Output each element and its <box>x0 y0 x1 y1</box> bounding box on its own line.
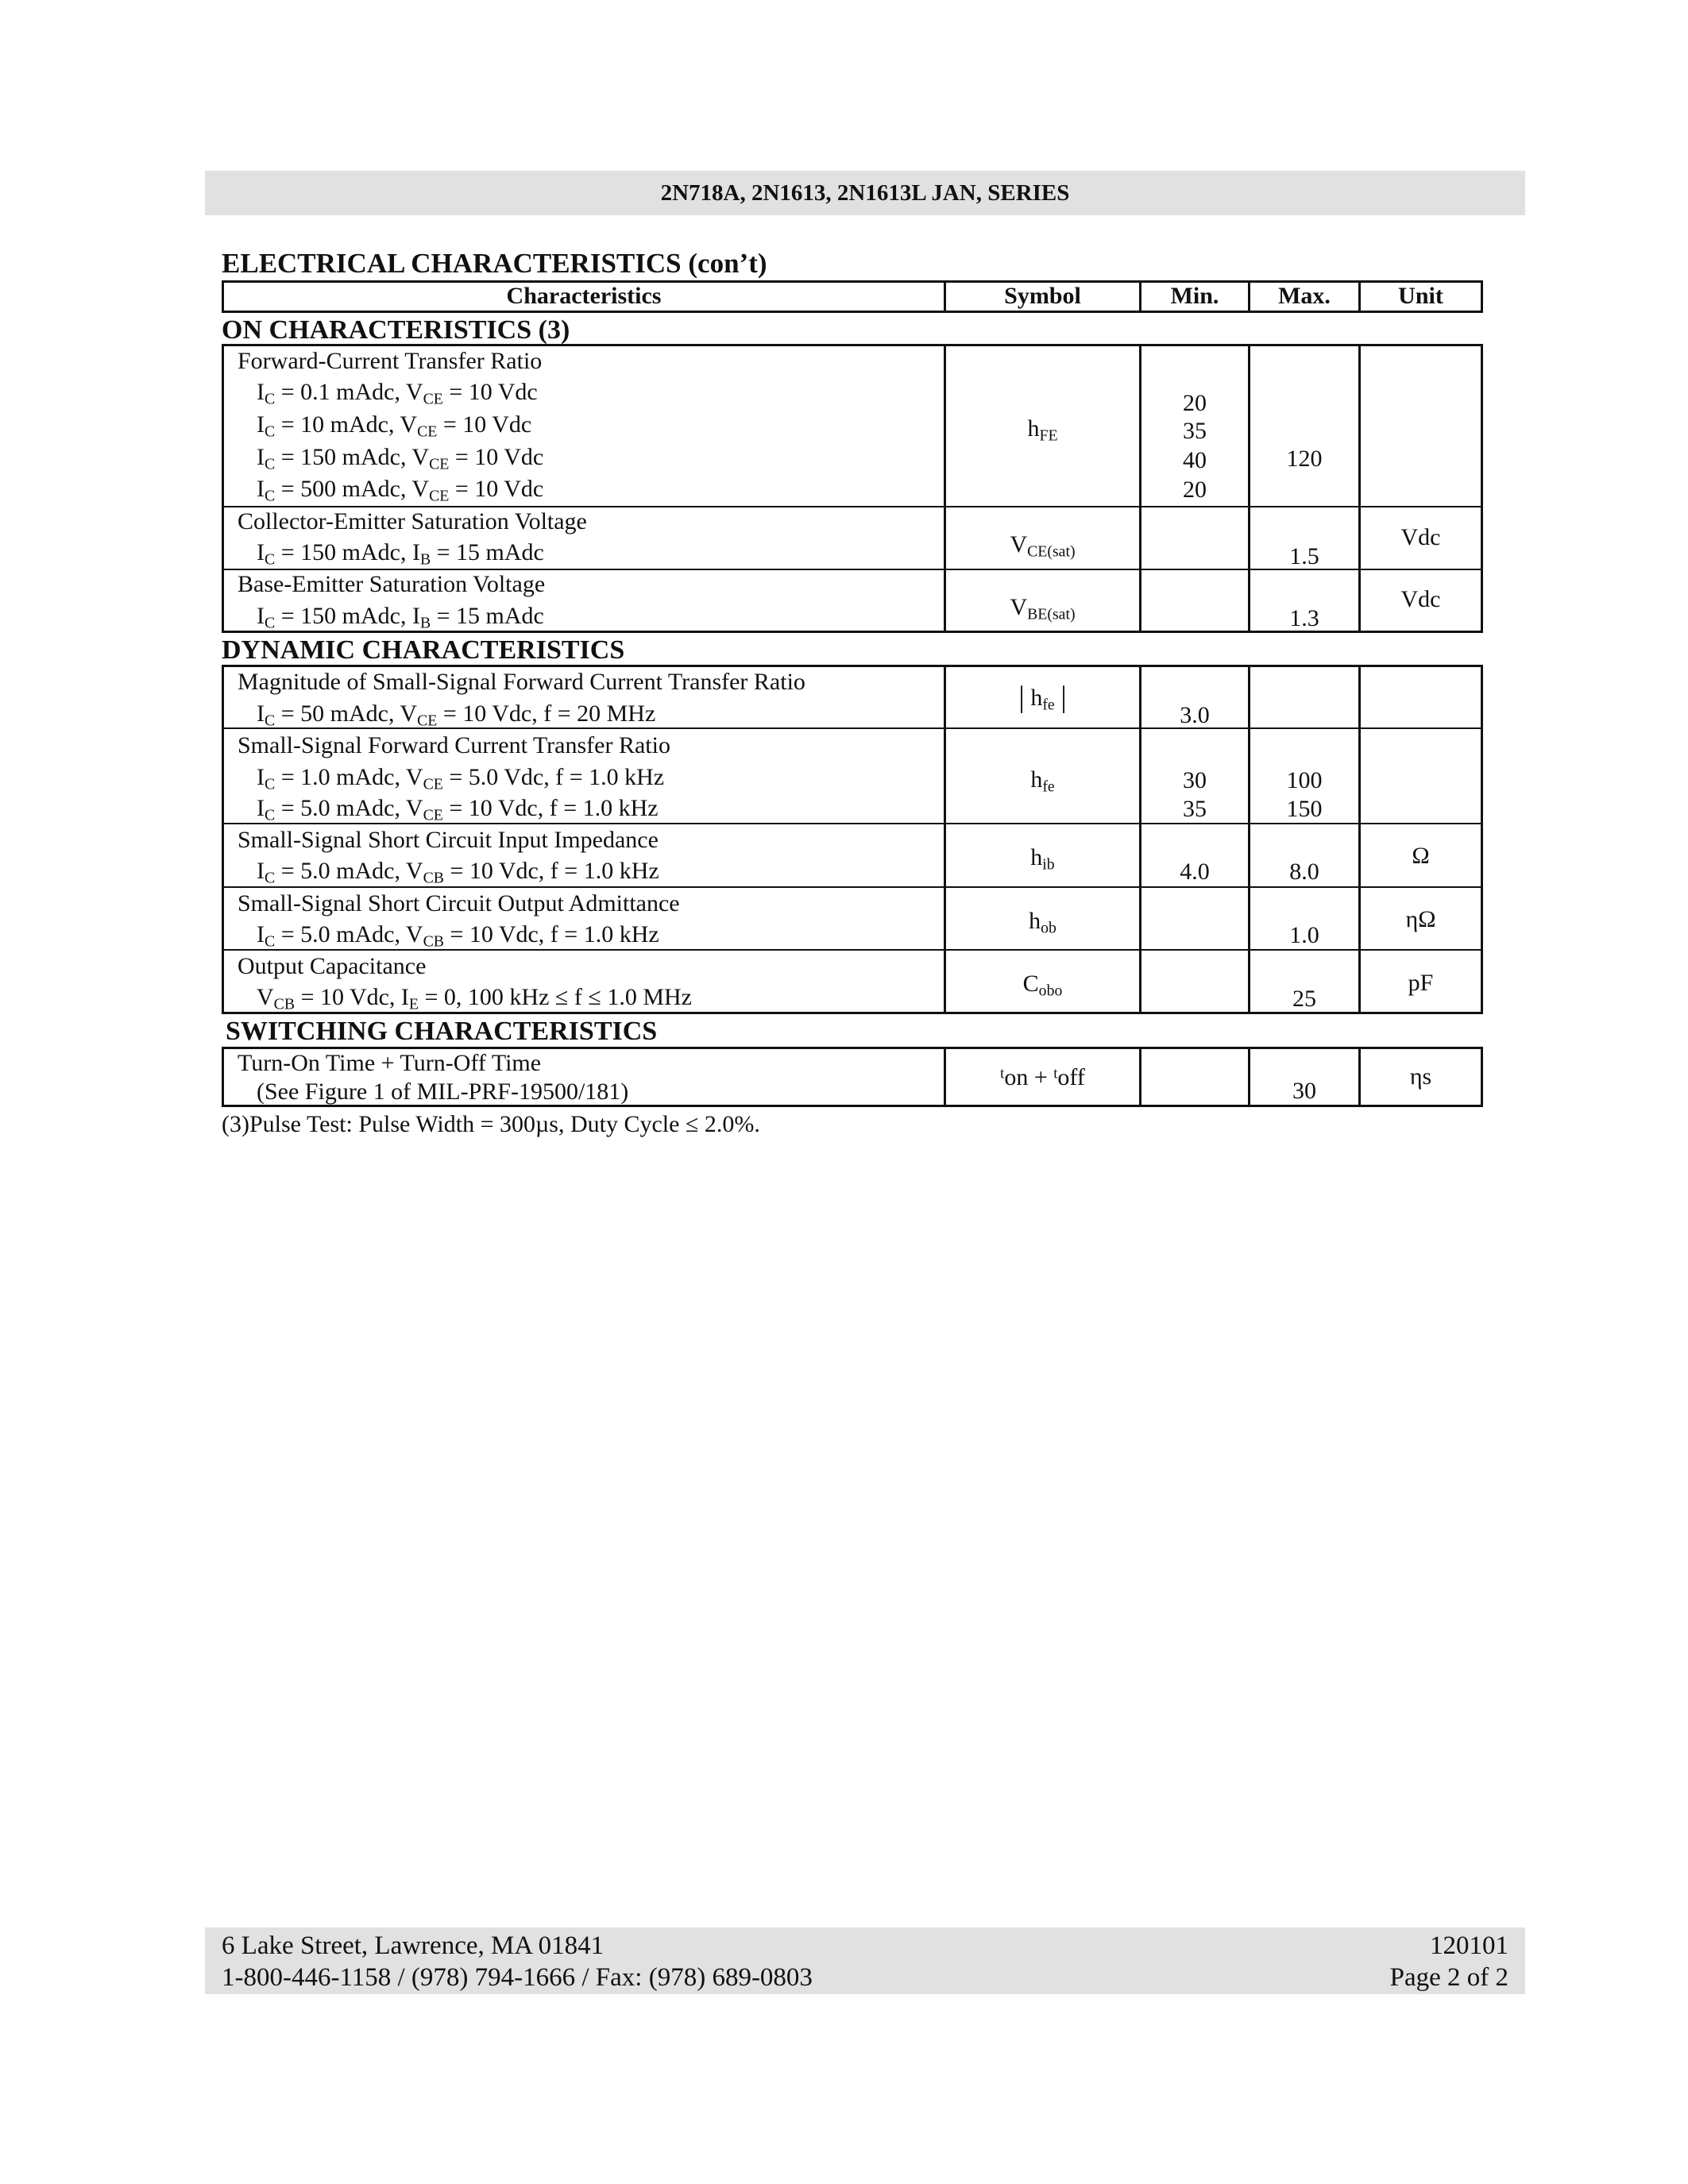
footer-phone: 1-800-446-1158 / (978) 794-1666 / Fax: (978) 689-0803 <box>222 1963 813 1992</box>
footer-page-number: Page 2 of 2 <box>1389 1963 1508 1992</box>
unit: ηΩ <box>1405 906 1436 932</box>
condition: $I_C = 10$ mAdc, $V_{CE} = 10$ Vdc <box>257 411 532 441</box>
char-title: Base-Emitter Saturation Voltage <box>238 571 546 597</box>
symbol: $h_{ob}$ <box>1029 908 1056 937</box>
char-title: Turn-On Time + Turn-Off Time <box>238 1050 542 1076</box>
unit: pF <box>1408 970 1434 996</box>
condition: $I_C = 150$ mAdc, $V_{CE} = 10$ Vdc <box>257 444 544 473</box>
unit: Vdc <box>1400 586 1441 612</box>
symbol: $h_{FE}$ <box>1027 415 1058 445</box>
symbol: $^t$on + $^t$off <box>1000 1064 1085 1090</box>
condition: $I_C = 1.0$ mAdc, $V_{CE} = 5.0$ Vdc, f = 1.0 kHz <box>257 764 665 793</box>
footer-address: 6 Lake Street, Lawrence, MA 01841 <box>222 1931 605 1960</box>
char-title: Small-Signal Short Circuit Input Impedance <box>238 827 659 853</box>
condition: $I_C = 5.0$ mAdc, $V_{CE} = 10$ Vdc, f = 1.0 kHz <box>257 795 659 824</box>
symbol: $C_{obo}$ <box>1022 970 1063 1000</box>
col-header-unit: Unit <box>1398 283 1443 309</box>
char-title: Magnitude of Small-Signal Forward Current Transfer Ratio <box>238 669 805 695</box>
symbol: $V_{BE(sat)}$ <box>1010 594 1076 623</box>
condition: $I_C = 5.0$ mAdc, $V_{CB} = 10$ Vdc, f = 1.0 kHz <box>257 858 659 887</box>
char-title: Collector-Emitter Saturation Voltage <box>238 508 587 534</box>
unit: ηs <box>1409 1063 1432 1090</box>
condition: $V_{CB} = 10$ Vdc, $I_E = 0$, 100 kHz ≤ f ≤ 1.0 MHz <box>257 984 692 1013</box>
col-header-symbol: Symbol <box>1004 283 1081 309</box>
section-title: ELECTRICAL CHARACTERISTICS (con’t) <box>222 248 767 279</box>
max-value: 1.0 <box>1289 922 1319 948</box>
max-value: 100 <box>1286 767 1323 793</box>
min-value: 30 <box>1183 767 1207 793</box>
col-header-min: Min. <box>1170 283 1219 309</box>
condition: $I_C = 50$ mAdc, $V_{CE} = 10$ Vdc, f = 20 MHz <box>257 700 656 730</box>
unit: Vdc <box>1400 524 1441 550</box>
max-value: 120 <box>1286 446 1323 472</box>
min-value: 40 <box>1183 447 1207 473</box>
min-value: 20 <box>1183 390 1207 416</box>
max-value: 150 <box>1286 796 1323 822</box>
char-title: Forward-Current Transfer Ratio <box>238 348 543 374</box>
max-value: 30 <box>1292 1078 1316 1104</box>
char-title: Small-Signal Forward Current Transfer Ratio <box>238 732 670 758</box>
symbol: $h_{ib}$ <box>1030 844 1055 874</box>
document-title: 2N718A, 2N1613, 2N1613L JAN, SERIES <box>660 180 1070 206</box>
max-value: 25 <box>1292 986 1316 1012</box>
char-title: Output Capacitance <box>238 953 427 979</box>
group-on-characteristics: ON CHARACTERISTICS (3) <box>222 315 570 345</box>
min-value: 3.0 <box>1180 702 1210 728</box>
pulse-test-note: (3)Pulse Test: Pulse Width = 300µs, Duty Cycle ≤ 2.0%. <box>222 1111 760 1137</box>
symbol: | $h_{fe}$ | <box>1018 681 1067 714</box>
min-value: 20 <box>1183 477 1207 503</box>
footer-doc-number: 120101 <box>1430 1931 1508 1960</box>
group-switching-characteristics: SWITCHING CHARACTERISTICS <box>226 1017 658 1046</box>
footer-band <box>205 1927 1525 1994</box>
max-value: 1.3 <box>1289 605 1319 631</box>
condition: $I_C = 150$ mAdc, $I_B = 15$ mAdc <box>257 539 544 569</box>
min-value: 35 <box>1183 418 1207 444</box>
max-value: 1.5 <box>1289 543 1319 569</box>
condition: $I_C = 5.0$ mAdc, $V_{CB} = 10$ Vdc, f = 1.0 kHz <box>257 921 659 951</box>
min-value: 35 <box>1183 796 1207 822</box>
condition: $I_C = 0.1$ mAdc, $V_{CE} = 10$ Vdc <box>257 379 538 408</box>
min-value: 4.0 <box>1180 859 1210 885</box>
condition: (See Figure 1 of MIL-PRF-19500/181) <box>257 1078 629 1105</box>
char-title: Small-Signal Short Circuit Output Admittance <box>238 890 680 916</box>
symbol: $V_{CE(sat)}$ <box>1010 531 1076 561</box>
max-value: 8.0 <box>1289 859 1319 885</box>
condition: $I_C = 500$ mAdc, $V_{CE} = 10$ Vdc <box>257 476 544 505</box>
header-band <box>205 171 1525 215</box>
symbol: $h_{fe}$ <box>1030 766 1055 796</box>
col-header-characteristics: Characteristics <box>506 283 662 309</box>
unit: Ω <box>1412 843 1430 869</box>
group-dynamic-characteristics: DYNAMIC CHARACTERISTICS <box>222 635 625 665</box>
condition: $I_C = 150$ mAdc, $I_B = 15$ mAdc <box>257 603 544 632</box>
col-header-max: Max. <box>1278 283 1331 309</box>
